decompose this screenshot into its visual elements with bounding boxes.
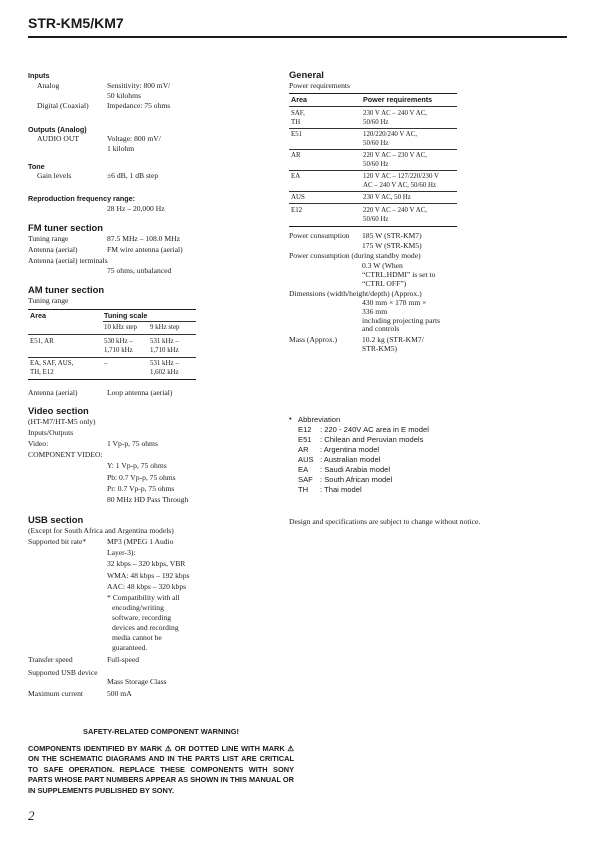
fm-antenna-value: FM wire antenna (aerial) (107, 245, 183, 254)
consumption-km7: 185 W (STR-KM7) (362, 231, 422, 240)
usb-device-value: Mass Storage Class (107, 677, 167, 686)
safety-warning-title: SAFETY-RELATED COMPONENT WARNING! (83, 727, 239, 736)
abbrev-code: AUS (298, 455, 314, 464)
analog-label: Analog (37, 81, 60, 90)
fm-heading: FM tuner section (28, 222, 104, 233)
usb-transfer-label: Transfer speed (28, 655, 73, 664)
power-row-3-value: 220 V AC – 230 V AC, (363, 152, 428, 159)
power-row-5-value: 230 V AC, 50 Hz (363, 194, 411, 201)
abbrev-code: SAF (298, 475, 313, 484)
am-header-rule (28, 334, 196, 335)
dims-label: Dimensions (width/height/depth) (Approx.) (289, 289, 422, 298)
usb-note-4: devices and recording (112, 623, 179, 632)
dims-1: 430 mm × 178 mm × (362, 298, 427, 307)
component-y: Y: 1 Vp-p, 75 ohms (107, 461, 167, 470)
am-heading: AM tuner section (28, 284, 105, 295)
dims-3: including projecting parts (362, 316, 441, 325)
power-row-1-value-2: 50/60 Hz (363, 119, 389, 126)
standby-3: “CTRL OFF”) (362, 279, 407, 288)
am-row-2-area: EA, SAF, AUS, (30, 360, 74, 367)
dims-2: 336 mm (362, 307, 388, 316)
usb-bitrate-1: MP3 (MPEG 1 Audio (107, 537, 174, 546)
power-row-1-area: SAF, (291, 110, 305, 117)
power-col-area: Area (291, 95, 307, 104)
power-row-rule (289, 128, 457, 129)
power-row-3-area: AR (291, 152, 301, 159)
digital-label: Digital (Coaxial) (37, 101, 89, 110)
am-row-1-10khz: 530 kHz – (104, 338, 133, 345)
component-video-label: COMPONENT VIDEO: (28, 450, 103, 459)
fm-tuning-value: 87.5 MHz – 108.0 MHz (107, 234, 180, 243)
fm-tuning-label: Tuning range (28, 234, 69, 243)
abbrev-desc: : South African model (320, 475, 393, 484)
video-heading: Video section (28, 405, 89, 416)
usb-except: (Except for South Africa and Argentina models) (28, 526, 174, 535)
am-col-area: Area (30, 311, 46, 320)
dims-4: and controls (362, 324, 400, 333)
abbrev-desc: : Thai model (320, 485, 362, 494)
am-row-1-9khz: 531 kHz – (150, 338, 179, 345)
power-row-rule (289, 191, 457, 192)
am-table-top-rule (28, 309, 196, 310)
am-tuning-label: Tuning range (28, 296, 69, 305)
general-heading: General (289, 69, 324, 80)
power-row-4-area: EA (291, 173, 301, 180)
power-row-2-value-2: 50/60 Hz (363, 140, 389, 147)
video-label: Video: (28, 439, 49, 448)
am-antenna-label: Antenna (aerial) (28, 388, 78, 397)
tone-heading: Tone (28, 162, 45, 171)
abbrev-desc: : Argentina model (320, 445, 380, 454)
video-io: Inputs/Outputs (28, 428, 74, 437)
am-row-rule (28, 357, 196, 358)
reproduction-value: 28 Hz – 20,000 Hz (107, 204, 165, 213)
analog-value-2: 50 kilohms (107, 91, 141, 100)
usb-transfer-value: Full-speed (107, 655, 140, 664)
header-rule (28, 36, 567, 38)
power-table-bottom-rule (289, 226, 457, 227)
fm-terminals-value: 75 ohms, unbalanced (107, 266, 172, 275)
am-row-2-10khz: – (104, 360, 108, 367)
gain-value: ±6 dB, 1 dB step (107, 171, 159, 180)
am-col-scale: Tuning scale (104, 311, 148, 320)
gain-label: Gain levels (37, 171, 72, 180)
video-value: 1 Vp-p, 75 ohms (107, 439, 158, 448)
mass-1: 10.2 kg (STR-KM7/ (362, 335, 424, 344)
am-row-1-area: E51, AR (30, 338, 54, 345)
power-row-5-area: AUS (291, 194, 305, 201)
usb-aac: AAC: 48 kbps – 320 kbps (107, 582, 187, 591)
am-antenna-value: Loop antenna (aerial) (107, 388, 173, 397)
component-pr: Pr: 0.7 Vp-p, 75 ohms (107, 484, 175, 493)
abbrev-code: E51 (298, 435, 312, 444)
power-col-req: Power requirements (363, 95, 433, 104)
abbrev-desc: : Chilean and Peruvian models (320, 435, 424, 444)
abbrev-desc: : Australian model (320, 455, 381, 464)
usb-device-label: Supported USB device (28, 668, 98, 677)
page-number: 2 (28, 808, 35, 823)
consumption-label: Power consumption (289, 231, 350, 240)
mass-label: Mass (Approx.) (289, 335, 338, 344)
fm-antenna-label: Antenna (aerial) (28, 245, 78, 254)
power-req-label: Power requirements (289, 81, 350, 90)
usb-bitrate-label: Supported bit rate* (28, 537, 87, 546)
standby-2: “CTRL.HDMI” is set to (362, 270, 436, 279)
am-sub-9khz: 9 kHz step (150, 324, 180, 331)
usb-note-5: media cannot be (112, 633, 162, 642)
power-row-6-value-2: 50/60 Hz (363, 216, 389, 223)
power-row-4-value: 120 V AC – 127/220/230 V (363, 173, 440, 180)
page-title: STR-KM5/KM7 (28, 15, 124, 31)
usb-wma: WMA: 48 kbps – 192 kbps (107, 571, 190, 580)
abbrev-code: E12 (298, 425, 312, 434)
outputs-heading: Outputs (Analog) (28, 125, 87, 134)
am-table-bottom-rule (28, 379, 196, 380)
component-pb: Pb: 0.7 Vp-p, 75 ohms (107, 473, 176, 482)
abbreviation-bullet: • (289, 414, 292, 423)
digital-value: Impedance: 75 ohms (107, 101, 171, 110)
hd-pass-through: 80 MHz HD Pass Through (107, 495, 189, 504)
power-row-4-value-2: AC – 240 V AC, 50/60 Hz (363, 182, 437, 189)
am-sub-10khz: 10 kHz step (104, 324, 137, 331)
power-row-3-value-2: 50/60 Hz (363, 161, 389, 168)
am-row-2-area-2: TH, E12 (30, 369, 54, 376)
power-row-2-area: E51 (291, 131, 303, 138)
power-header-rule (289, 106, 457, 107)
usb-note-1: * Compatibility with all (107, 593, 180, 602)
abbrev-code: TH (298, 485, 309, 494)
analog-value: Sensitivity: 800 mV/ (107, 81, 171, 90)
power-row-1-area-2: TH (291, 119, 301, 126)
power-row-rule (289, 170, 457, 171)
power-row-rule (289, 203, 457, 204)
usb-heading: USB section (28, 514, 84, 525)
abbrev-code: EA (298, 465, 309, 474)
inputs-heading: Inputs (28, 71, 50, 80)
audio-out-value: Voltage: 800 mV/ (107, 134, 161, 143)
power-row-1-value: 230 V AC – 240 V AC, (363, 110, 428, 117)
fm-terminals-label: Antenna (aerial) terminals (28, 256, 108, 265)
abbrev-desc: : Saudi Arabia model (320, 465, 391, 474)
abbrev-desc: : 220 - 240V AC area in E model (320, 425, 429, 434)
am-row-2-9khz-2: 1,602 kHz (150, 369, 179, 376)
usb-note-3: software, recording (112, 613, 172, 622)
audio-out-value-2: 1 kilohm (107, 144, 135, 153)
audio-out-label: AUDIO OUT (37, 134, 79, 143)
reproduction-heading: Reproduction frequency range: (28, 194, 136, 203)
usb-mp3: 32 kbps – 320 kbps, VBR (107, 559, 186, 568)
mass-2: STR-KM5) (362, 344, 398, 353)
power-row-6-value: 220 V AC – 240 V AC, (363, 207, 428, 214)
abbreviation-title: Abbreviation (298, 415, 341, 424)
video-models: (HT-M7/HT-M5 only) (28, 417, 96, 426)
usb-current-label: Maximum current (28, 689, 84, 698)
usb-note-6: guaranteed. (112, 643, 148, 652)
power-row-6-area: E12 (291, 207, 303, 214)
standby-label: Power consumption (during standby mode) (289, 251, 421, 260)
am-subheader-rule (103, 321, 196, 322)
standby-1: 0.3 W (When (362, 261, 403, 270)
abbrev-code: AR (298, 445, 309, 454)
usb-current-value: 500 mA (107, 689, 132, 698)
consumption-km5: 175 W (STR-KM5) (362, 241, 422, 250)
am-row-1-10khz-2: 1,710 kHz (104, 347, 133, 354)
design-note: Design and specifications are subject to change without notice. (289, 517, 481, 526)
am-row-2-9khz: 531 kHz – (150, 360, 179, 367)
safety-warning-body: COMPONENTS IDENTIFIED BY MARK ⚠ OR DOTTED LINE WITH MARK ⚠ ON THE SCHEMATIC DIAGRAMS AND IN THE PARTS LIST ARE CRITICAL TO SAFE OPERATION. REPLACE THESE COMPONENTS WITH SONY PARTS WHOSE PART NUMBERS APPEAR AS SHOWN IN THIS MANUAL OR IN SUPPLEMENTS PUBLISHED BY SONY. (28, 744, 294, 795)
am-row-1-9khz-2: 1,710 kHz (150, 347, 179, 354)
power-row-2-value: 120/220/240 V AC, (363, 131, 417, 138)
power-table-top-rule (289, 93, 457, 94)
usb-bitrate-2: Layer-3): (107, 548, 136, 557)
power-row-rule (289, 149, 457, 150)
usb-note-2: encoding/writing (112, 603, 164, 612)
